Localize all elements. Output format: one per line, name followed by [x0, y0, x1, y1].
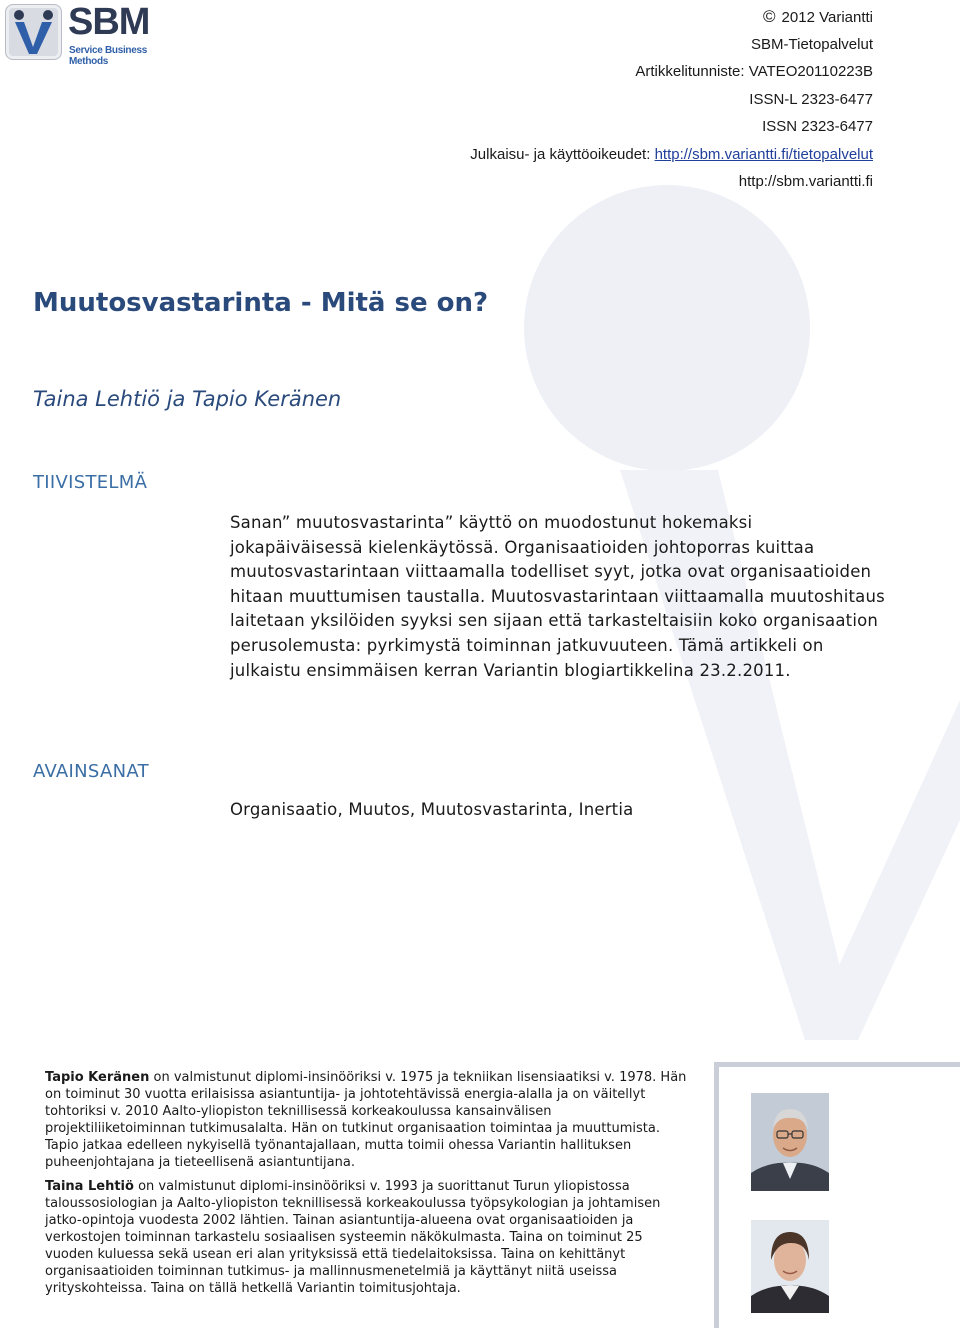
- logo-wordmark: SBM: [68, 1, 150, 43]
- issn-l: ISSN-L 2323-6477: [749, 90, 873, 108]
- photo-taina-lehtio: [751, 1220, 829, 1313]
- copyright-line: [313, 3, 873, 31]
- bio-tapio: [45, 1070, 687, 1171]
- issn: ISSN 2323-6477: [762, 118, 873, 135]
- publication-meta: [313, 3, 873, 196]
- abstract-heading: TIIVISTELMÄ: [33, 472, 148, 493]
- bio-taina: [45, 1179, 687, 1297]
- article-authors: Taina Lehtiö ja Tapio Keränen: [33, 387, 342, 411]
- bio-name: Taina Lehtiö: [45, 1179, 134, 1195]
- abstract-text: Sanan” muutosvastarinta” käyttö on muodostunut hokemaksi jokapäiväisessä kielenkäytössä. Organisaatioiden johtoporras kuittaa muutosvastarintaan viittaamalla todelliset syyt, jotka ovat organisaatioiden hitaan muuttumisen taustalla. Muutosvastarintaan viittaamalla muutoshitaus laitetaan yksilöiden syyksi sen sijaan että tarkasteltaisiin koko organisaation perusolemusta: pyrkimystä toiminnan jatkuvuuteen. Tämä artikkeli on julkaistu ensimmäisen kerran Variantin blogiartikkelina 23.2.2011.: [230, 513, 885, 680]
- photo-tapio-keranen: [751, 1093, 829, 1191]
- author-bios: [45, 1070, 687, 1306]
- rights-label: Julkaisu- ja käyttöoikeudet:: [470, 145, 655, 163]
- article-id: Artikkelitunniste: VATEO20110223B: [635, 63, 873, 80]
- copyright-icon: ©: [763, 7, 776, 26]
- article-title: Muutosvastarinta - Mitä se on?: [33, 288, 489, 318]
- keywords-list: Organisaatio, Muutos, Muutosvastarinta, Inertia: [230, 800, 634, 819]
- rights-line: [313, 141, 873, 169]
- keywords-heading: AVAINSANAT: [33, 761, 149, 782]
- bio-name: Tapio Keränen: [45, 1070, 150, 1085]
- bio-text: on valmistunut diplomi-insinööriksi v. 1975 ja tekniikan lisensiaatiksi v. 1978. Hän on toiminut 30 vuotta erilaisissa asiantuntija- ja johtotehtävissä energia-alalla ja on väitellyt tohtoriksi v. 2010 Aalto-yliopiston teknillisessä korkeakoulussa kansainvälisen projektiliiketoiminnan tutkimusalalta. Hän on tutkinut organisaation toimintaa ja muuttumista. Tapio jatkaa edelleen nykyisellä työnantajallaan, mutta toimii ohessa Variantin hallituksen puheenjohtajana ja tieteellisenä asiantuntijana.: [45, 1070, 687, 1170]
- bio-text: on valmistunut diplomi-insinööriksi v. 1993 ja suorittanut Turun yliopistossa taloussosiologian ja Aalto-yliopiston teknillisessä korkeakoulussa työpsykologian ja johtamisen jatko-opintoja vuodesta 2002 lähtien. Tainan asiantuntija-alueena ovat organisaatioiden ja verkostojen toiminnan tarkastelu sosiaalisen systeemin näkökulmasta. Taina on toiminut 25 vuoden kuluessa sekä usean eri alan yrityksissä että tiedelaitoksissa. Taina on kehittänyt organisaatioiden toiminnan tutkimus- ja mallinnusmenetelmiä ja käyttänyt niitä useissa yrityskohteissa. Taina on tällä hetkellä Variantin toimitusjohtaja.: [45, 1179, 661, 1296]
- sbm-logo: [5, 1, 175, 67]
- site-url: http://sbm.variantti.fi: [738, 173, 873, 190]
- rights-link[interactable]: http://sbm.variantti.fi/tietopalvelut: [654, 145, 873, 163]
- logo-v-mark: [5, 4, 62, 60]
- logo-tagline: Service Business Methods: [69, 45, 148, 67]
- abstract-body: [230, 511, 890, 683]
- copyright-text: 2012 Variantti: [781, 9, 873, 26]
- series-name: SBM-Tietopalvelut: [751, 35, 873, 53]
